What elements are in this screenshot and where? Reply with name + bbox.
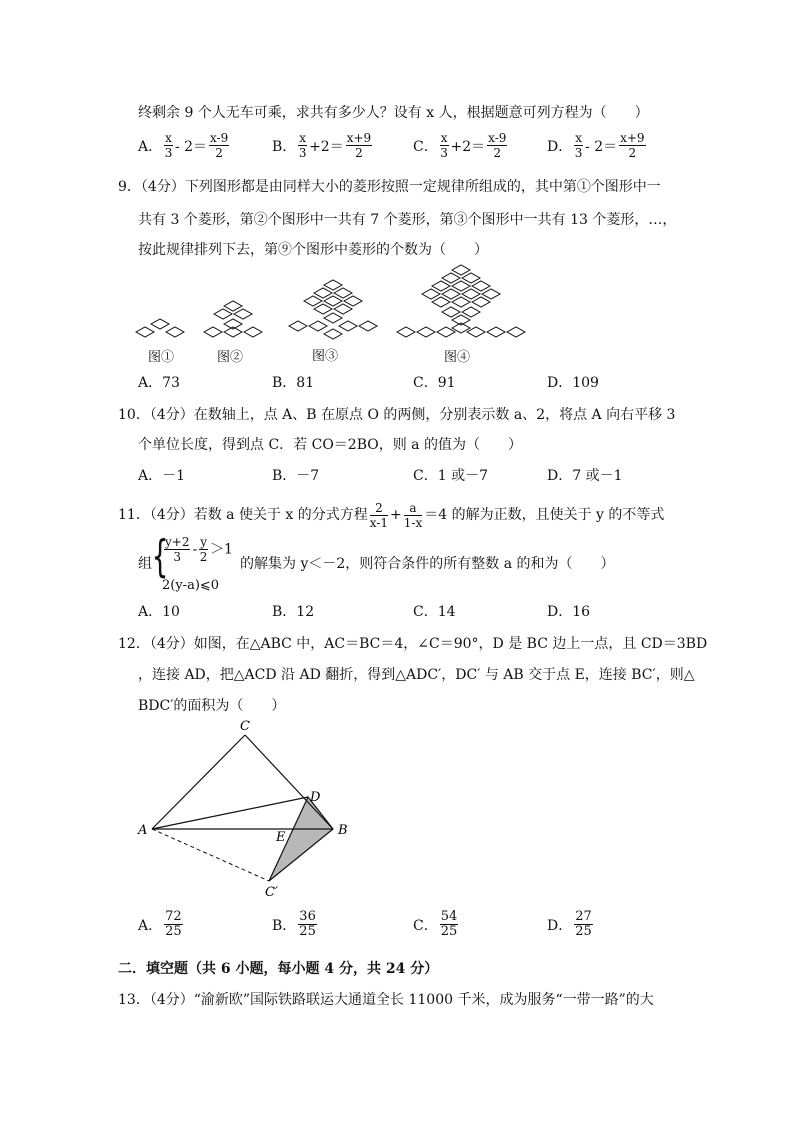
q8-option-d[interactable] bbox=[547, 131, 648, 160]
q11-option-a[interactable]: A．10 bbox=[138, 604, 180, 620]
q8-option-a[interactable] bbox=[138, 131, 231, 160]
plus-sign: + bbox=[390, 507, 402, 523]
greater-than-1: ＞1 bbox=[209, 541, 233, 558]
rhombus-shape bbox=[432, 297, 450, 307]
equation-text: - 2＝ bbox=[585, 138, 618, 155]
option-label: B． bbox=[272, 138, 297, 155]
q10-line-1: 10．（4分）在数轴上，点 A、B 在原点 O 的两侧，分别表示数 a、2，将点 A 向右平移 3 bbox=[118, 407, 676, 423]
segment-ac-prime bbox=[152, 829, 269, 881]
fraction: $\frac{y+2}{3}$ bbox=[165, 535, 190, 564]
rhombus-shape bbox=[432, 281, 450, 291]
q9-option-b[interactable]: B．81 bbox=[272, 375, 315, 391]
option-label: C． bbox=[413, 138, 438, 155]
label-b: B bbox=[338, 823, 348, 838]
q11-option-d[interactable]: D．16 bbox=[547, 604, 591, 620]
rhombus-shape bbox=[417, 327, 435, 337]
figure-caption-3: 图③ bbox=[312, 349, 339, 364]
q11-inequality-1 bbox=[162, 535, 233, 564]
fraction: $\frac{x-9}{2}$ bbox=[210, 131, 229, 160]
rhombus-shape bbox=[442, 289, 460, 299]
rhombus-shape bbox=[472, 281, 490, 291]
rhombus-shape bbox=[462, 289, 480, 299]
q11-text-pre: 11．（4分）若数 a 使关于 x 的分式方程 bbox=[118, 507, 368, 523]
rhombus-shape bbox=[304, 296, 322, 306]
rhombus-shape bbox=[324, 296, 342, 306]
rhombus-shape bbox=[204, 327, 222, 337]
rhombus-shape bbox=[214, 309, 232, 319]
option-label: D． bbox=[547, 138, 573, 155]
q8-option-b[interactable] bbox=[272, 131, 374, 160]
rhombus-shape bbox=[442, 307, 460, 317]
fraction: $\frac{y}{2}$ bbox=[199, 535, 208, 564]
rhombus-shape bbox=[151, 319, 169, 329]
rhombus-shape bbox=[462, 273, 480, 283]
rhombus-shape bbox=[442, 273, 460, 283]
q11-text-post: ＝4 的解为正数，且使关于 y 的不等式 bbox=[424, 507, 665, 523]
rhombus-shape bbox=[507, 327, 525, 337]
brace: { bbox=[151, 531, 169, 582]
label-d: D bbox=[310, 790, 321, 805]
q11-option-c[interactable]: C．14 bbox=[413, 604, 456, 620]
fraction: $\frac{2}{x-1}$ bbox=[369, 500, 389, 530]
fraction: $\frac{x-9}{2}$ bbox=[488, 131, 507, 160]
q11-option-b[interactable]: B．12 bbox=[272, 604, 315, 620]
option-label: A． bbox=[138, 138, 163, 155]
option-label: C． bbox=[413, 917, 438, 934]
q10-option-a[interactable]: A．－1 bbox=[138, 468, 186, 484]
rhombus-shape bbox=[224, 301, 242, 311]
figure-caption-4: 图④ bbox=[444, 350, 471, 365]
q11-line-1 bbox=[118, 500, 664, 530]
fraction: $\frac{54}{25}$ bbox=[440, 909, 458, 939]
rhombus-shape bbox=[359, 321, 377, 331]
rhombus-shape bbox=[324, 329, 342, 339]
equation-text: - 2＝ bbox=[174, 138, 207, 155]
q12-line-1: 12．（4分）如图，在△ABC 中，AC＝BC＝4，∠C＝90°，D 是 BC 边上一点，且 CD＝3BD bbox=[118, 636, 708, 652]
rhombus-shape bbox=[462, 307, 480, 317]
rhombus-shape bbox=[289, 321, 307, 331]
option-label: D． bbox=[547, 917, 573, 934]
q12-option-b[interactable] bbox=[272, 910, 319, 939]
q8-continuation: 终剩余 9 个人无车可乘，求共有多少人？设有 x 人，根据题意可列方程为（ ） bbox=[138, 105, 649, 121]
fraction: $\frac{a}{1-x}$ bbox=[403, 500, 423, 530]
q11-after: 的解集为 y＜－2，则符合条件的所有整数 a 的和为（ ） bbox=[240, 556, 615, 572]
rhombus-shape bbox=[309, 321, 327, 331]
q9-option-c[interactable]: C．91 bbox=[413, 375, 456, 391]
rhombus-shape bbox=[314, 304, 332, 314]
q12-line-2: ，连接 AD，把△ACD 沿 AD 翻折，得到△ADC′，DC′ 与 AB 交于点 E，连接 BC′，则△ bbox=[138, 667, 695, 683]
rhombus-shape bbox=[339, 321, 357, 331]
q12-line-3: BDC′的面积为（ ） bbox=[138, 698, 286, 714]
rhombus-shape bbox=[136, 327, 154, 337]
q10-option-c[interactable]: C．1 或－7 bbox=[413, 468, 488, 484]
option-label: B． bbox=[272, 917, 297, 934]
rhombus-shape bbox=[324, 313, 342, 323]
figure-caption-2: 图② bbox=[217, 350, 244, 365]
q9-option-d[interactable]: D．109 bbox=[547, 375, 599, 391]
q8-option-c[interactable] bbox=[413, 131, 509, 160]
rhombus-shape bbox=[487, 327, 505, 337]
segment-cb bbox=[245, 735, 333, 829]
segment-ad bbox=[152, 797, 308, 829]
fraction: $\frac{36}{25}$ bbox=[299, 909, 316, 939]
fraction: $\frac{x}{3}$ bbox=[574, 131, 583, 160]
q10-option-b[interactable]: B．－7 bbox=[272, 468, 320, 484]
fraction: $\frac{x+9}{2}$ bbox=[346, 131, 372, 160]
q10-option-d[interactable]: D．7 或－1 bbox=[547, 468, 623, 484]
rhombus-shape bbox=[452, 297, 470, 307]
rhombus-shape bbox=[452, 265, 470, 275]
q12-option-c[interactable] bbox=[413, 910, 460, 939]
section-heading-fill-in: 二．填空题（共 6 小题，每小题 4 分，共 24 分） bbox=[118, 961, 439, 977]
q9-line-3: 按此规律排列下去，第⑨个图形中菱形的个数为（ ） bbox=[138, 242, 488, 258]
q10-line-2: 个单位长度，得到点 C．若 CO＝2BO，则 a 的值为（ ） bbox=[138, 437, 522, 453]
figure-caption-1: 图① bbox=[148, 350, 175, 365]
rhombus-shape bbox=[244, 327, 262, 337]
equation-text: +2＝ bbox=[309, 138, 344, 155]
fraction: $\frac{27}{25}$ bbox=[575, 909, 592, 939]
q12-option-d[interactable] bbox=[547, 910, 595, 939]
rhombus-shape bbox=[482, 289, 500, 299]
rhombus-shape bbox=[472, 297, 490, 307]
q12-option-a[interactable] bbox=[138, 910, 185, 939]
fraction: $\frac{x}{3}$ bbox=[164, 131, 173, 160]
fraction: $\frac{x+9}{2}$ bbox=[620, 131, 645, 160]
label-e: E bbox=[276, 830, 286, 845]
rhombus-shape bbox=[334, 304, 352, 314]
rhombus-shape bbox=[452, 281, 470, 291]
q11-zu: 组 bbox=[138, 556, 152, 572]
rhombus-shape bbox=[314, 288, 332, 298]
option-label: A． bbox=[138, 917, 163, 934]
segment-ac bbox=[152, 735, 245, 829]
rhombus-shape bbox=[334, 288, 352, 298]
triangle-figure bbox=[130, 715, 370, 900]
equation-text: +2＝ bbox=[450, 138, 486, 155]
fraction: $\frac{x}{3}$ bbox=[440, 131, 448, 160]
label-c-prime: C′ bbox=[265, 885, 278, 900]
q13-line-1: 13．（4分）“渝新欧”国际铁路联运大通道全长 11000 千米，成为服务“一带一路”的大 bbox=[118, 992, 654, 1008]
q9-line-1: 9．（4分）下列图形都是由同样大小的菱形按照一定规律所组成的，其中第①个图形中一 bbox=[118, 179, 661, 195]
rhombus-shape bbox=[422, 289, 440, 299]
rhombus-shape bbox=[344, 296, 362, 306]
q9-option-a[interactable]: A．73 bbox=[138, 375, 180, 391]
rhombus-pattern-figures bbox=[130, 262, 530, 350]
fraction: $\frac{x}{3}$ bbox=[298, 131, 307, 160]
minus-sign: - bbox=[192, 541, 198, 558]
rhombus-shape bbox=[397, 327, 415, 337]
q11-inequality-2: 2(y-a)⩽0 bbox=[162, 578, 220, 593]
fraction: $\frac{72}{25}$ bbox=[165, 909, 182, 939]
label-c: C bbox=[240, 719, 250, 734]
rhombus-shape bbox=[166, 327, 184, 337]
rhombus-shape bbox=[234, 309, 252, 319]
rhombus-shape bbox=[324, 280, 342, 290]
label-a: A bbox=[138, 823, 148, 838]
q9-line-2: 共有 3 个菱形，第②个图形中一共有 7 个菱形，第③个图形中一共有 13 个菱形，…， bbox=[138, 212, 677, 228]
